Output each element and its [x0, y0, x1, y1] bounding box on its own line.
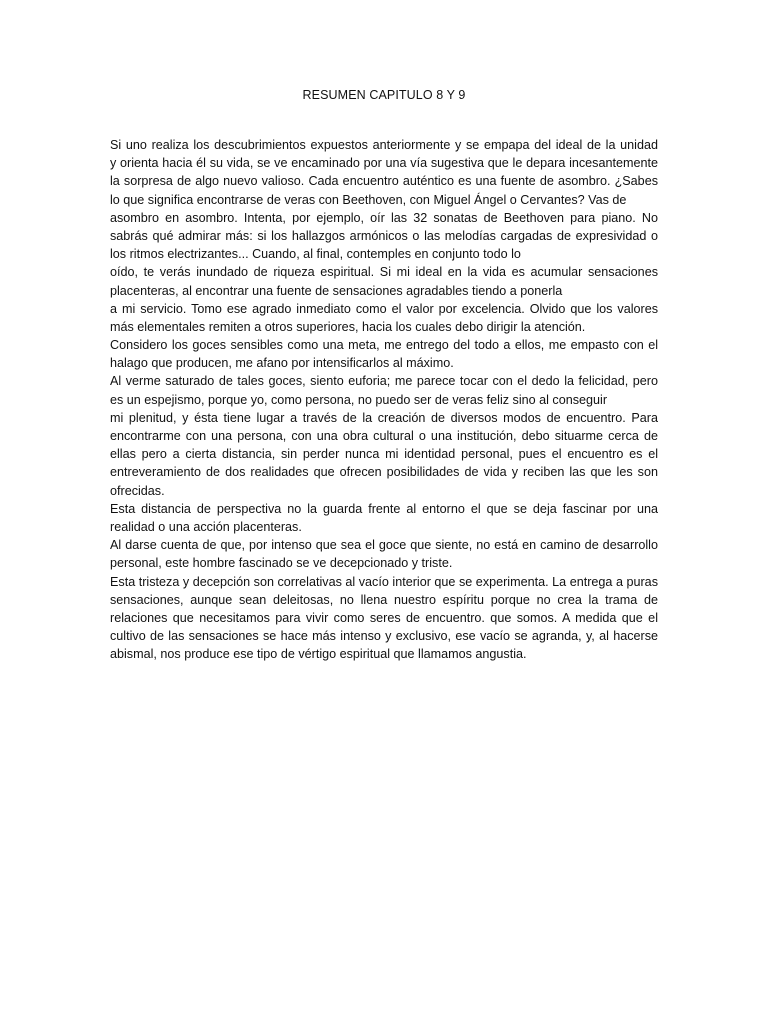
text-line: es un espejismo, porque yo, como persona, no puedo ser de veras feliz sino al conseguir — [110, 392, 608, 407]
text-line: personal, este hombre fascinado se ve decepcionado y triste. — [110, 556, 453, 571]
text-line: los ritmos electrizantes... Cuando, al final, contemples en conjunto todo lo — [110, 247, 521, 262]
text-line: abismal, nos produce ese tipo de vértigo espiritual que llamamos angustia. — [110, 647, 527, 662]
text-line: encontrarme con una persona, con una obra cultural o una institución, debo situarme cerca de — [110, 429, 658, 443]
text-line: la sorpresa de algo nuevo valioso. Cada encuentro auténtico es una fuente de asombro. ¿Sabes — [110, 174, 658, 189]
text-line: Esta tristeza y decepción son correlativas al vacío interior que se experimenta. La entrega a puras — [110, 574, 658, 589]
text-line: asombro en asombro. Intenta, por ejemplo, oír las 32 sonatas de Beethoven para piano. No — [110, 210, 658, 225]
text-line: más elementales remiten a otros superiores, hacia los cuales debo dirigir la atención. — [110, 319, 586, 334]
text-line: halago que producen, me afano por intensificarlos al máximo. — [110, 356, 454, 371]
text-line: sensaciones, aunque sean deleitosas, no llena nuestro espíritu porque no crea la trama de — [110, 592, 658, 607]
text-line: Si uno realiza los descubrimientos expuestos anteriormente y se empapa del ideal de la unidad — [110, 138, 658, 152]
text-line: ellas pero a cierta distancia, sin perder nunca mi identidad personal, pues el encuentro es el — [110, 447, 658, 462]
text-line: realidad o una acción placenteras. — [110, 519, 302, 534]
text-line: relaciones que necesitamos para vivir como seres de encuentro. que somos. A medida que el — [110, 610, 658, 625]
text-line: Esta distancia de perspectiva no la guarda frente al entorno el que se deja fascinar por una — [110, 501, 658, 516]
text-line: Al darse cuenta de que, por intenso que sea el goce que siente, no está en camino de desarrollo — [110, 538, 658, 553]
text-line: y orienta hacia él su vida, se ve encaminado por una vía sugestiva que le depara incesantemente — [110, 156, 658, 171]
text-line: sabrás qué admirar más: si los hallazgos armónicos o las melodías cargadas de expresividad o — [110, 228, 658, 243]
text-line: entreveramiento de dos realidades que ofrecen posibilidades de vida y reciben las que les son — [110, 465, 658, 480]
text-line: a mi servicio. Tomo ese agrado inmediato como el valor por excelencia. Olvido que los valores — [110, 301, 658, 316]
text-line: mi plenitud, y ésta tiene lugar a través de la creación de diversos modos de encuentro. Para — [110, 410, 658, 425]
text-line: Al verme saturado de tales goces, siento euforia; me parece tocar con el dedo la felicidad, pero — [110, 374, 658, 389]
text-line: ofrecidas. — [110, 483, 165, 498]
text-line: Considero los goces sensibles como una meta, me entrego del todo a ellos, me empasto con el — [110, 338, 658, 353]
text-line: placenteras, al encontrar una fuente de sensaciones agradables tiendo a ponerla — [110, 283, 563, 298]
document-title: RESUMEN CAPITULO 8 Y 9 — [302, 88, 466, 102]
text-line: cultivo de las sensaciones se hace más intenso y exclusivo, ese vacío se agranda, y, al hacerse — [110, 629, 658, 644]
text-line: lo que significa encontrarse de veras con Beethoven, con Miguel Ángel o Cervantes? Vas de — [110, 192, 627, 207]
document-body — [110, 136, 658, 663]
text-line: oído, te verás inundado de riqueza espiritual. Si mi ideal en la vida es acumular sensaciones — [110, 265, 658, 280]
